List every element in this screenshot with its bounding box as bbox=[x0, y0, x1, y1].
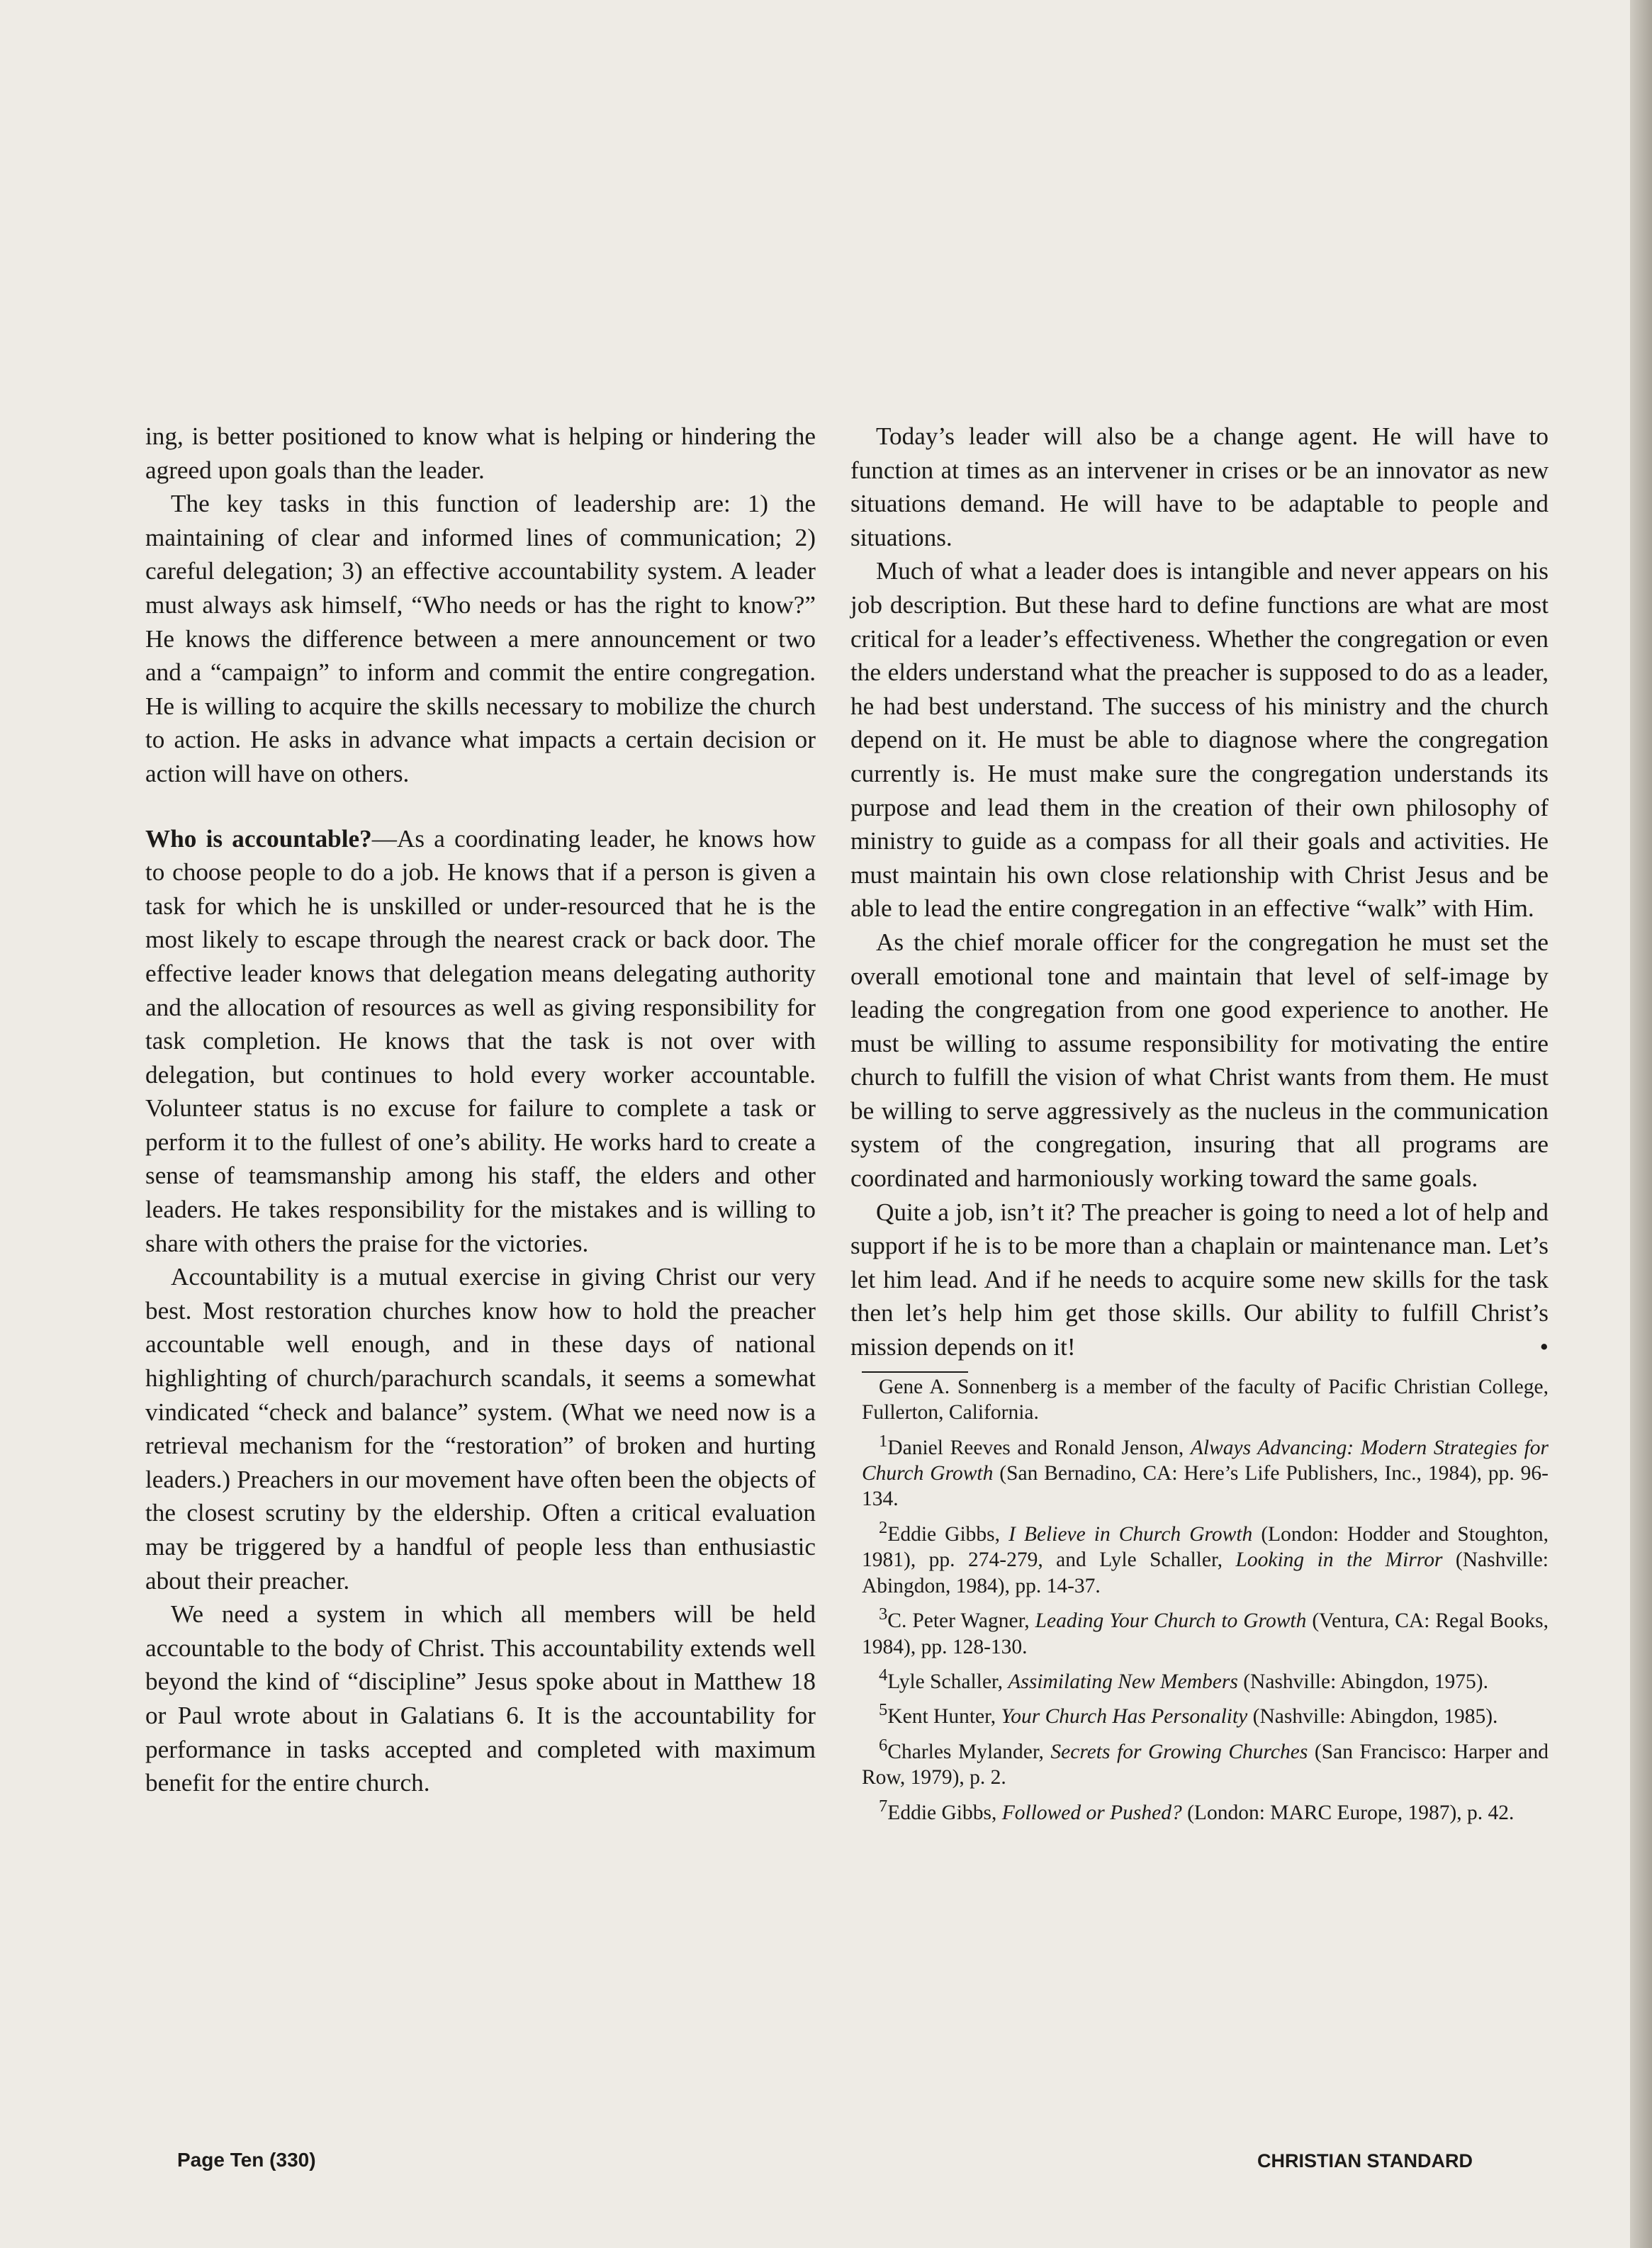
footnote: $^7$Eddie Gibbs, Followed or Pushed? (London: MARC Europe, 1987), p. 42. bbox=[879, 1796, 1515, 1824]
paragraph: The key tasks in this function of leadership are: 1) the maintaining of clear and informed lines of communication; 2) careful delegation; 3) an effective accountability system. A leader must always ask himself, “Who needs or has the right to know?” He knows the difference between a mere announcement or two and a “campaign” to inform and commit the entire congregation. He is willing to acquire the skills necessary to mobilize the church to action. He asks in advance what impacts a certain decision or action will have on others. bbox=[145, 490, 816, 787]
footnote: $^5$Kent Hunter, Your Church Has Personality (Nashville: Abingdon, 1985). bbox=[879, 1700, 1498, 1729]
footnote: $^6$Charles Mylander, Secrets for Growing Churches (San Francisco: Harper and Row, 1979), p. 2. bbox=[862, 1735, 1549, 1789]
end-mark: • bbox=[1539, 1333, 1549, 1361]
footnote: $^1$Daniel Reeves and Ronald Jenson, Always Advancing: Modern Strategies for Church Growth (San Bernadino, CA: Here’s Life Publishers, Inc., 1984), pp. 96-134. bbox=[862, 1431, 1549, 1511]
run-in-heading: Who is accountable? bbox=[145, 824, 372, 853]
right-column bbox=[850, 420, 1549, 1828]
paragraph: ing, is better positioned to know what is helping or hindering the agreed upon goals than the leader. bbox=[145, 422, 816, 484]
footnote: $^2$Eddie Gibbs, I Believe in Church Growth (London: Hodder and Stoughton, 1981), pp. 274-279, and Lyle Schaller, Looking in the Mirror (Nashville: Abingdon, 1984), pp. 14-37. bbox=[862, 1517, 1549, 1597]
publication-name: CHRISTIAN STANDARD bbox=[1257, 2150, 1473, 2171]
paragraph: We need a system in which all members will be held accountable to the body of Christ. This accountability extends well beyond the kind of “discipline” Jesus spoke about in Matthew 18 or Paul wrote about in Galatians 6. It is the accountability for performance in tasks accepted and completed with maximum benefit for the entire church. bbox=[145, 1600, 816, 1797]
paragraph: Today’s leader will also be a change agent. He will have to function at times as an intervener in crises or be an innovator as new situations demand. He will have to be adaptable to people and situations. bbox=[850, 422, 1549, 551]
footnote-rule bbox=[862, 1371, 968, 1373]
paragraph-text: —As a coordinating leader, he knows how to choose people to do a job. He knows that if a person is given a task for which he is unskilled or under-resourced that he is the most likely to escape through the nearest crack or back door. The effective leader knows that delegation means delegating authority and the allocation of resources as well as giving responsibility for task completion. He knows that the task is not over with delegation, but continues to hold every worker accountable. Volunteer status is no excuse for failure to complete a task or perform it to the fullest of one’s ability. He works hard to create a sense of teamsmanship among his staff, the elders and other leaders. He takes responsibility for the mistakes and is willing to share with others the praise for the victories. bbox=[145, 824, 816, 1257]
paragraph bbox=[145, 822, 816, 1261]
footnote: $^4$Lyle Schaller, Assimilating New Members (Nashville: Abingdon, 1975). bbox=[879, 1665, 1488, 1693]
author-note: Gene A. Sonnenberg is a member of the faculty of Pacific Christian College, Fullerton, California. bbox=[862, 1375, 1549, 1424]
paragraph-text: Quite a job, isn’t it? The preacher is going to need a lot of help and support if he is to be more than a chaplain or maintenance man. Let’s let him lead. And if he needs to acquire some new skills for the task then let’s help him get those skills. Our ability to fulfill Christ’s mission depends on it! bbox=[850, 1198, 1549, 1361]
paragraph: As the chief morale officer for the congregation he must set the overall emotional tone and maintain that level of self-image by leading the congregation from one good experience to another. He must be willing to assume responsibility for motivating the entire church to fulfill the vision of what Christ wants from them. He must be willing to serve aggressively as the nucleus in the communication system of the congregation, insuring that all programs are coordinated and harmoniously working toward the same goals. bbox=[850, 928, 1549, 1193]
footnote: $^3$C. Peter Wagner, Leading Your Church to Growth (Ventura, CA: Regal Books, 1984), pp. 128-130. bbox=[862, 1604, 1549, 1658]
paragraph: Much of what a leader does is intangible and never appears on his job description. But these hard to define functions are what are most critical for a leader’s effectiveness. Whether the congregation or even the elders understand what the preacher is supposed to do as a leader, he had best understand. The success of his ministry and the church depend on it. He must be able to diagnose where the congregation currently is. He must make sure the congregation understands its purpose and lead them in the creation of their own philosophy of ministry to guide as a compass for all their goals and activities. He must maintain his own close relationship with Christ Jesus and be able to lead the entire congregation in an effective “walk” with Him. bbox=[850, 557, 1549, 923]
footnotes bbox=[850, 1374, 1549, 1826]
paragraph: Accountability is a mutual exercise in giving Christ our very best. Most restoration churches know how to hold the preacher accountable well enough, and in these days of national highlighting of church/parachurch scandals, it seems a somewhat vindicated “check and balance” system. (What we need now is a retrieval mechanism for the “restoration” of broken and hurting leaders.) Preachers in our movement have often been the objects of the closest scrutiny by the eldership. Often a critical evaluation may be triggered by a handful of people less than enthusiastic about their preacher. bbox=[145, 1263, 816, 1595]
paragraph bbox=[850, 1196, 1549, 1364]
page-edge bbox=[1630, 0, 1652, 2248]
page-number: Page Ten (330) bbox=[177, 2149, 316, 2171]
left-column bbox=[145, 420, 816, 1800]
